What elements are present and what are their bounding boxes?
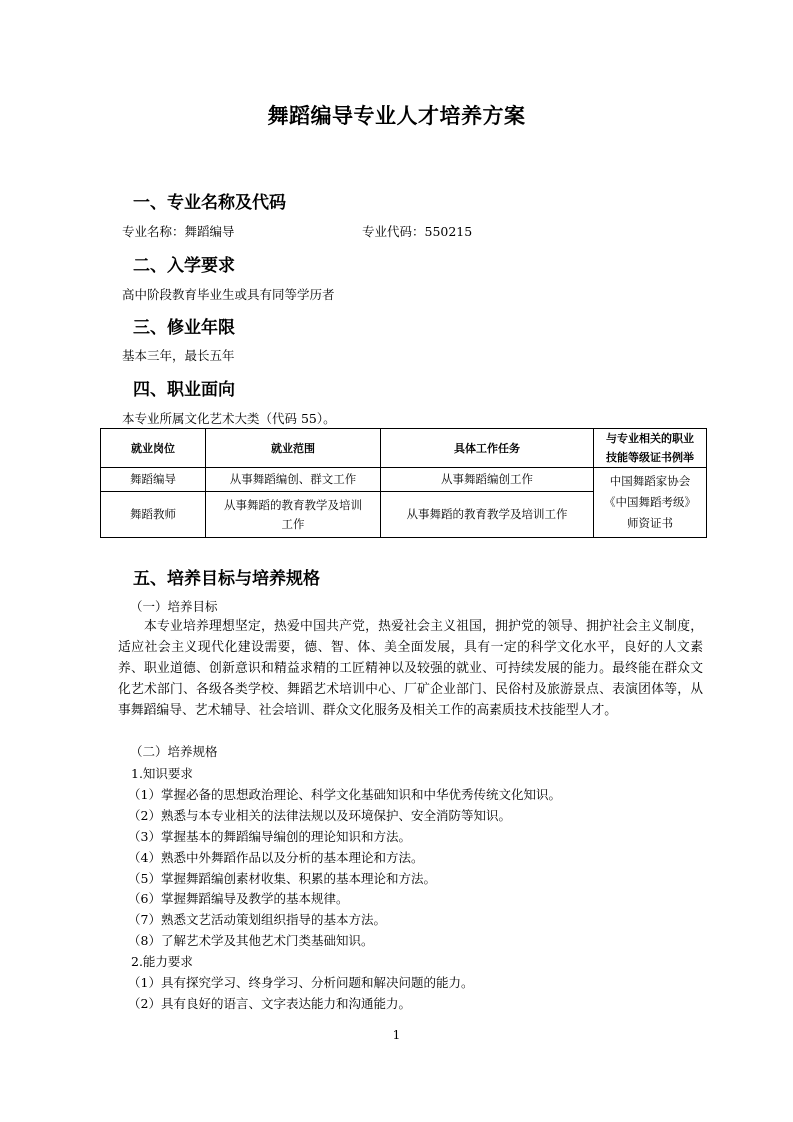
section-heading-2: 二、入学要求: [133, 256, 235, 276]
cell-task: 从事舞蹈编创工作: [381, 468, 594, 492]
table-header-row: [101, 429, 707, 468]
cert-line3: 师资证书: [627, 516, 673, 530]
duration-text: 基本三年，最长五年: [122, 348, 235, 363]
admission-text: 高中阶段教育毕业生或具有同等学历者: [122, 287, 335, 302]
career-intro: 本专业所属文化艺术大类（代码 55）。: [122, 411, 336, 426]
cert-line1: 中国舞蹈家协会: [609, 474, 691, 488]
ability-title: 2.能力要求: [131, 954, 193, 969]
header-cert-line1: 与专业相关的职业: [606, 432, 694, 445]
cell-scope-line2: 工作: [281, 516, 305, 531]
list-item: （1）掌握必备的思想政治理论、科学文化基础知识和中华优秀传统文化知识。: [128, 787, 561, 802]
list-item: （4）熟悉中外舞蹈作品以及分析的基本理论和方法。: [128, 850, 424, 865]
header-job: 就业岗位: [101, 429, 206, 468]
section-heading-1: 一、专业名称及代码: [133, 193, 286, 213]
header-cert-line2: 技能等级证书例举: [606, 451, 694, 464]
major-code: 专业代码：550215: [362, 224, 473, 239]
page-title: 舞蹈编导专业人才培养方案: [267, 104, 526, 128]
cell-scope: 从事舞蹈编创、群文工作: [206, 468, 381, 492]
page-number: 1: [392, 1028, 401, 1042]
subheading-goal: （一）培养目标: [130, 599, 218, 614]
subheading-spec: （二）培养规格: [130, 744, 218, 759]
list-item: （8）了解艺术学及其他艺术门类基础知识。: [128, 933, 374, 948]
header-task: 具体工作任务: [381, 429, 594, 468]
cert-line2: 《中国舞蹈考级》: [604, 495, 696, 509]
cell-scope: [206, 492, 381, 538]
cell-task: 从事舞蹈的教育教学及培训工作: [381, 492, 594, 538]
section-heading-4: 四、职业面向: [133, 380, 235, 400]
list-item: （7）熟悉文艺活动策划组织指导的基本方法。: [128, 912, 386, 927]
section-heading-3: 三、修业年限: [133, 318, 235, 338]
cell-scope-line1: 从事舞蹈的教育教学及培训: [224, 497, 362, 512]
cell-job: 舞蹈编导: [101, 468, 206, 492]
header-scope: 就业范围: [206, 429, 381, 468]
cell-job: 舞蹈教师: [101, 492, 206, 538]
career-table: [100, 428, 707, 538]
list-item: （3）掌握基本的舞蹈编导编创的理论知识和方法。: [128, 829, 411, 844]
goal-paragraph: 本专业培养理想坚定，热爱中国共产党，热爱社会主义祖国，拥护党的领导、拥护社会主义制度，适应社会主义现代化建设需要，德、智、体、美全面发展，具有一定的科学文化水平，良好的人文素养、职业道德、创新意识和精益求精的工匠精神以及较强的就业、可持续发展的能力。最终能在群众文化艺术部门、各级各类学校、舞蹈艺术培训中心、厂矿企业部门、民俗村及旅游景点、表演团体等，从事舞蹈编导、艺术辅导、社会培训、群众文化服务及相关工作的高素质技术技能型人才。: [118, 619, 703, 718]
list-item: （5）掌握舞蹈编创素材收集、积累的基本理论和方法。: [128, 871, 436, 886]
table-row: [101, 468, 707, 492]
list-item: （1）具有探究学习、终身学习、分析问题和解决问题的能力。: [128, 975, 474, 990]
list-item: （2）具有良好的语言、文字表达能力和沟通能力。: [128, 996, 411, 1011]
list-item: （2）熟悉与本专业相关的法律法规以及环境保护、安全消防等知识。: [128, 808, 511, 823]
header-cert: [594, 429, 707, 468]
list-item: （6）掌握舞蹈编导及教学的基本规律。: [128, 891, 349, 906]
knowledge-title: 1.知识要求: [131, 766, 193, 781]
major-name: 专业名称：舞蹈编导: [122, 224, 235, 239]
cell-cert: [594, 468, 707, 538]
section-heading-5: 五、培养目标与培养规格: [133, 569, 320, 589]
